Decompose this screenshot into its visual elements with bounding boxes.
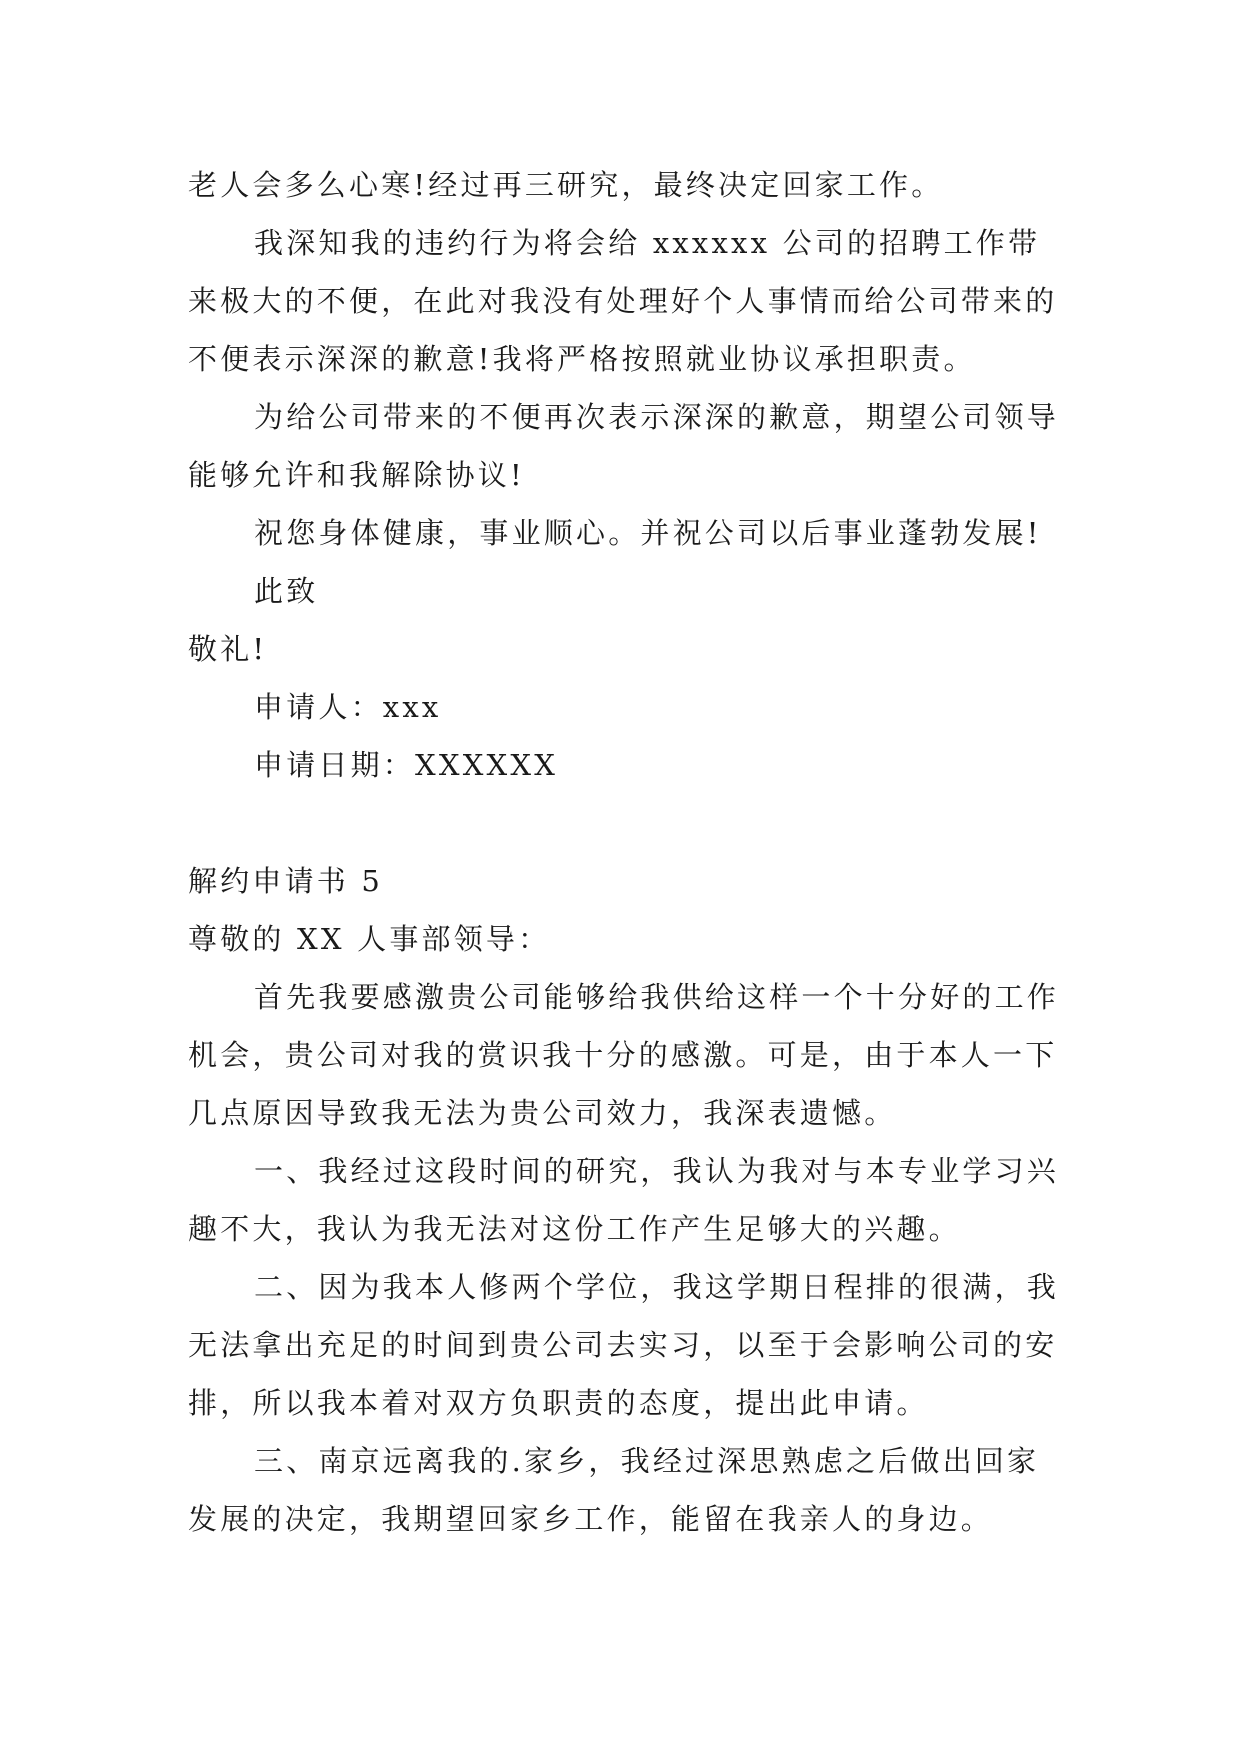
paragraph-reason-3: 三、南京远离我的.家乡，我经过深思熟虑之后做出回家发展的决定，我期望回家乡工作，能留在我亲人的身边。 bbox=[188, 1444, 1040, 1536]
paragraph-wishes: 祝您身体健康，事业顺心。并祝公司以后事业蓬勃发展! bbox=[254, 516, 1042, 550]
closing-line-2: 敬礼! bbox=[188, 632, 268, 666]
paragraph-continuation: 老人会多么心寒!经过再三研究，最终决定回家工作。 bbox=[188, 168, 944, 202]
applicant-line: 申请人：xxx bbox=[254, 690, 442, 724]
paragraph-apology: 我深知我的违约行为将会给 xxxxxx 公司的招聘工作带来极大的不便，在此对我没有处理好个人事情而给公司带来的不便表示深深的歉意!我将严格按照就业协议承担职责。 bbox=[188, 226, 1058, 376]
paragraph-reason-1: 一、我经过这段时间的研究，我认为我对与本专业学习兴趣不大，我认为我无法对这份工作产生足够大的兴趣。 bbox=[188, 1154, 1060, 1246]
paragraph-intro: 首先我要感激贵公司能够给我供给这样一个十分好的工作机会，贵公司对我的赏识我十分的感激。可是，由于本人一下几点原因导致我无法为贵公司效力，我深表遗憾。 bbox=[188, 980, 1060, 1130]
closing-line-1: 此致 bbox=[254, 574, 319, 608]
salutation: 尊敬的 XX 人事部领导： bbox=[188, 922, 551, 956]
paragraph-request: 为给公司带来的不便再次表示深深的歉意，期望公司领导能够允许和我解除协议! bbox=[188, 400, 1060, 492]
date-line: 申请日期：XXXXXX bbox=[254, 748, 559, 782]
document-body bbox=[188, 156, 1068, 1548]
section-title: 解约申请书 5 bbox=[188, 864, 384, 898]
section-spacer bbox=[188, 794, 1068, 852]
paragraph-reason-2: 二、因为我本人修两个学位，我这学期日程排的很满，我无法拿出充足的时间到贵公司去实习，以至于会影响公司的安排，所以我本着对双方负职责的态度，提出此申请。 bbox=[188, 1270, 1060, 1420]
